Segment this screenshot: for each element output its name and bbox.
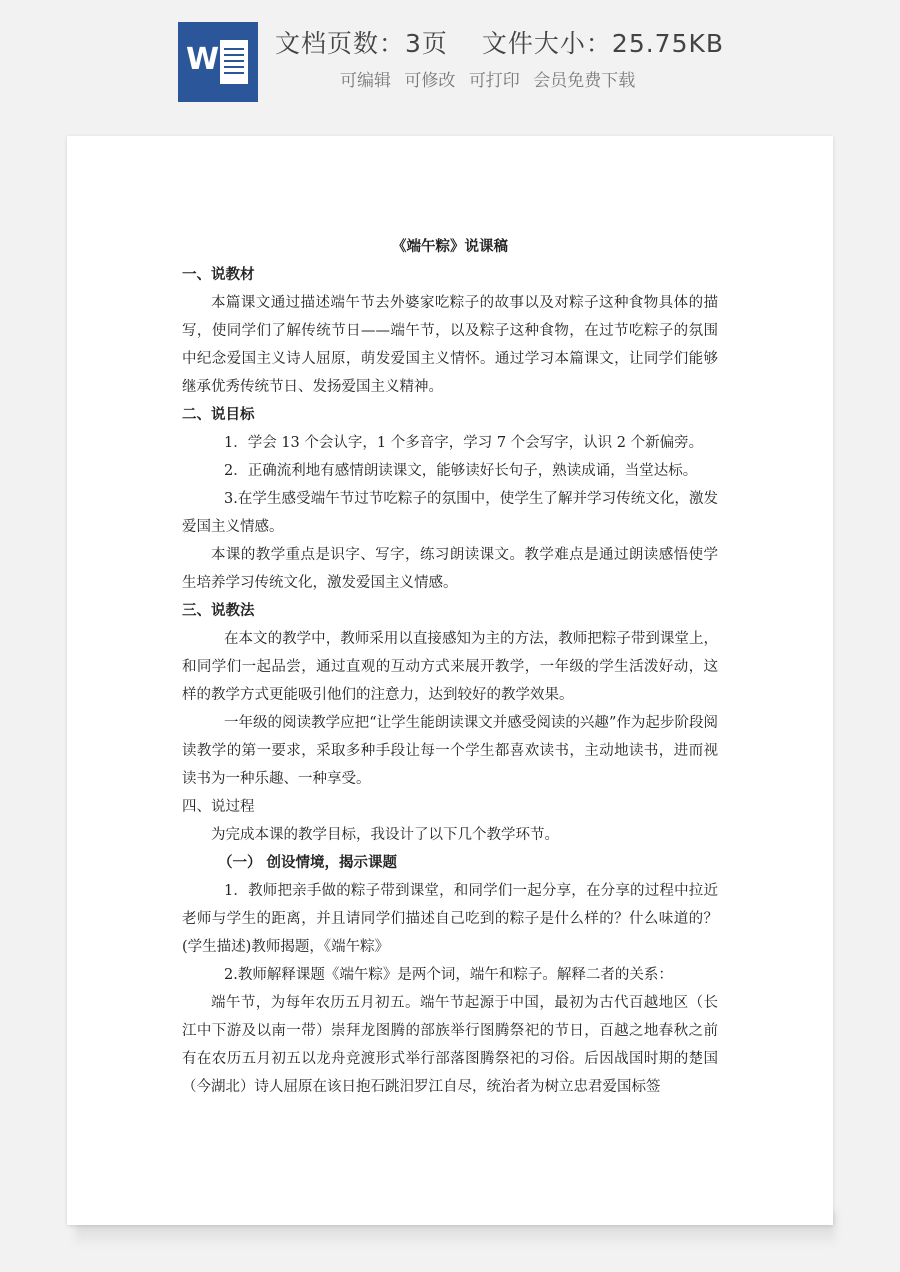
document-title: 《端午粽》说课稿 — [392, 238, 508, 255]
paragraph: 端午节，为每年农历五月初五。端午节起源于中国，最初为古代百越地区（长江中下游及以南一带）崇拜龙图腾的部族举行图腾祭祀的节日，百越之地春秋之前有在农历五月初五以龙舟竞渡形式举行部落图腾祭祀的习俗。后因战国时期的楚国（今湖北）诗人屈原在该日抱石跳汨罗江自尽，统治者为树立忠君爱国标签 — [182, 995, 718, 1095]
section-heading-process: 四、说过程 — [182, 799, 255, 815]
paragraph: 在本文的教学中，教师采用以直接感知为主的方法，教师把粽子带到课堂上，和同学们一起品尝，通过直观的互动方式来展开教学，一年级的学生活泼好动，这样的教学方式更能吸引他们的注意力，达到较好的教学效果。 — [182, 631, 718, 703]
feature-editable: 可编辑 — [340, 71, 391, 91]
list-item: 2.教师解释课题《端午粽》是两个词，端午和粽子。解释二者的关系： — [224, 967, 673, 983]
feature-member-download: 会员免费下载 — [533, 71, 636, 91]
subsection-heading: （一） 创设情境，揭示课题 — [218, 854, 398, 871]
list-item: 2．正确流利地有感情朗读课文，能够读好长句子，熟读成诵，当堂达标。 — [224, 463, 698, 479]
feature-modifiable: 可修改 — [404, 71, 456, 91]
doc-lines-icon — [220, 40, 248, 84]
section-heading-materials: 一、说教材 — [182, 266, 255, 283]
section-heading-goals: 二、说目标 — [182, 406, 255, 423]
list-item: 1．教师把亲手做的粽子带到课堂，和同学们一起分享，在分享的过程中拉近老师与学生的距离，并且请同学们描述自己吃到的粽子是什么样的？什么味道的？(学生描述)教师揭题，《端午粽》 — [182, 883, 718, 955]
page-count: 文档页数：3页 — [275, 29, 448, 58]
paragraph: 本课的教学重点是识字、写字，练习朗读课文。教学难点是通过朗读感悟使学生培养学习传统文化，激发爱国主义情感。 — [182, 547, 718, 591]
feature-list — [340, 66, 643, 91]
document-content — [182, 233, 718, 1101]
file-size: 文件大小：25.75KB — [481, 29, 725, 58]
document-page — [67, 136, 833, 1225]
word-letter: W — [186, 42, 220, 77]
list-item: 1．学会 13 个会认字，1 个多音字，学习 7 个会写字，认识 2 个新偏旁。 — [224, 435, 704, 451]
paragraph: 本篇课文通过描述端午节去外婆家吃粽子的故事以及对粽子这种食物具体的描写，使同学们了解传统节日——端午节，以及粽子这种食物，在过节吃粽子的氛围中纪念爱国主义诗人屈原，萌发爱国主义情怀。通过学习本篇课文，让同学们能够继承优秀传统节日、发扬爱国主义精神。 — [182, 295, 718, 395]
section-heading-methods: 三、说教法 — [182, 602, 255, 619]
word-doc-icon — [178, 22, 258, 102]
feature-printable: 可打印 — [468, 71, 520, 91]
download-header — [0, 0, 900, 120]
file-info — [275, 24, 724, 60]
paragraph: 一年级的阅读教学应把“让学生能朗读课文并感受阅读的兴趣”作为起步阶段阅读教学的第一要求，采取多种手段让每一个学生都喜欢读书，主动地读书，进而视读书为一种乐趣、一种享受。 — [182, 715, 718, 787]
paragraph: 为完成本课的教学目标，我设计了以下几个教学环节。 — [211, 827, 559, 843]
list-item: 3.在学生感受端午节过节吃粽子的氛围中，使学生了解并学习传统文化，激发爱国主义情感。 — [182, 491, 718, 535]
